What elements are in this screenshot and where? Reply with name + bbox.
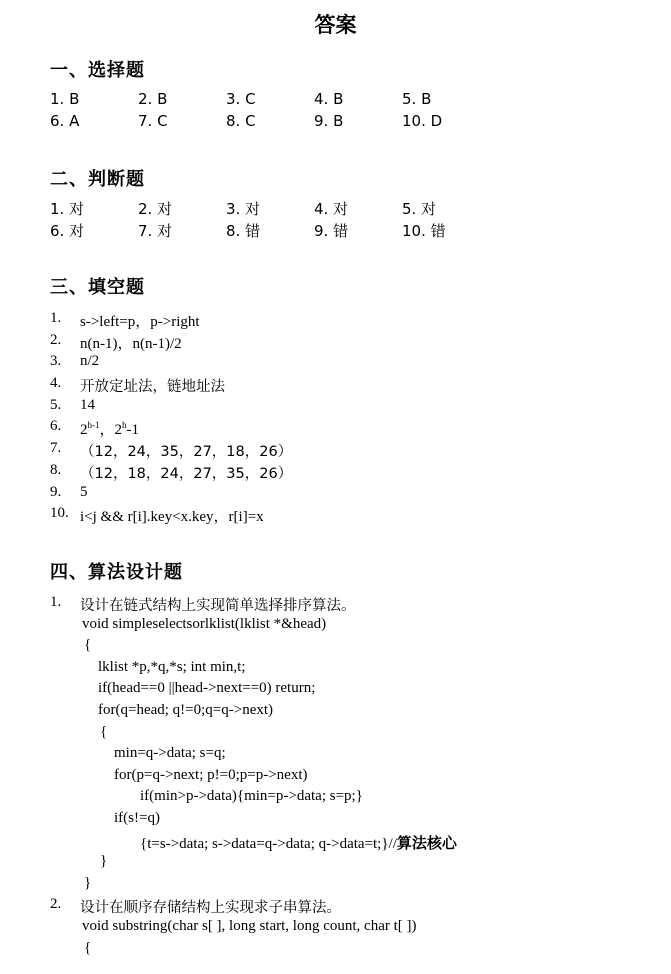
item-text-part: 2 [114, 422, 123, 439]
code-text-part: {t=s->data; s->data=q->data; q->data=t;}// [140, 835, 397, 852]
answer-cell: 10. D [402, 112, 443, 130]
answer-cell: 3. C [226, 90, 256, 108]
answer-cell: 9. 错 [314, 222, 349, 240]
section-heading-judge: 二、判断题 [50, 169, 145, 190]
item-text: n(n-1)，n(n-1)/2 [80, 335, 182, 352]
superscript: h [122, 420, 127, 431]
code-text: for(p=q->next; p!=0;p=p->next) [114, 766, 308, 783]
item-text: n/2 [80, 353, 100, 370]
section-heading-fill: 三、填空题 [50, 277, 145, 298]
question-text: 设计在链式结构上实现简单选择排序算法。 [80, 598, 356, 614]
answer-cell: 6. A [50, 112, 80, 130]
code-text: } [100, 853, 108, 870]
code-text: { [84, 637, 92, 654]
item-text: （12，18，24，27，35，26） [80, 465, 293, 482]
item-text: 开放定址法，链地址法 [80, 379, 225, 396]
item-number: 2. [50, 896, 62, 913]
answer-cell: 1. 对 [50, 200, 85, 218]
answer-cell: 7. C [138, 112, 168, 130]
answer-cell: 4. B [314, 90, 344, 108]
answer-cell: 2. B [138, 90, 168, 108]
item-text-part: 2 [80, 422, 88, 439]
item-number: 1. [50, 594, 62, 610]
item-number: 10. [50, 505, 69, 522]
item-number: 3. [50, 353, 62, 370]
item-text: 14 [80, 396, 95, 413]
item-number: 1. [50, 310, 62, 326]
comment-bold-text: 算法核心 [396, 833, 457, 852]
code-text: for(q=head; q!=0;q=q->next) [98, 701, 274, 718]
answer-cell: 10. 错 [402, 222, 446, 240]
item-text-part: -1 [126, 422, 140, 439]
answer-cell: 5. 对 [402, 200, 437, 218]
code-text: void substring(char s[ ], long start, long count, char t[ ]) [82, 917, 417, 934]
item-number: 5. [50, 396, 62, 413]
code-text: lklist *p,*q,*s; int min,t; [98, 658, 246, 675]
item-number: 7. [50, 440, 62, 457]
item-number: 4. [50, 375, 62, 392]
item-number: 8. [50, 461, 62, 478]
section-heading-choice: 一、选择题 [50, 60, 145, 81]
item-text [80, 418, 139, 439]
code-text: if(head==0 ||head->next==0) return; [98, 680, 316, 697]
answer-cell: 9. B [314, 112, 344, 130]
code-text: if(min>p->data){min=p->data; s=p;} [140, 788, 363, 805]
code-text [140, 832, 457, 853]
answer-cell: 3. 对 [226, 200, 261, 218]
code-text: min=q->data; s=q; [114, 745, 226, 762]
answer-cell: 2. 对 [138, 200, 173, 218]
code-text: { [100, 723, 108, 740]
item-number: 6. [50, 418, 62, 435]
answer-cell: 1. B [50, 90, 80, 108]
code-text: void simpleselectsorlklist(lklist *&head) [82, 615, 327, 632]
code-text: if(s!=q) [114, 809, 160, 826]
item-text: i<j && r[i].key<x.key，r[i]=x [80, 509, 264, 526]
item-text: s->left=p，p->right [80, 314, 200, 330]
answer-cell: 6. 对 [50, 222, 85, 240]
item-number: 9. [50, 483, 62, 500]
section-heading-algo: 四、算法设计题 [50, 562, 183, 583]
answer-cell: 7. 对 [138, 222, 173, 240]
answer-cell: 8. C [226, 112, 256, 130]
item-number: 2. [50, 331, 62, 348]
item-text: （12，24，35，27，18，26） [80, 444, 293, 461]
page-title: 答案 [314, 13, 357, 37]
answer-cell: 5. B [402, 90, 432, 108]
answer-cell: 8. 错 [226, 222, 261, 240]
answer-cell: 4. 对 [314, 200, 349, 218]
item-text-part: ， [99, 422, 115, 439]
superscript: h-1 [87, 420, 100, 431]
code-text: { [84, 939, 92, 956]
code-text: } [84, 874, 92, 891]
item-text: 5 [80, 483, 88, 500]
question-text: 设计在顺序存储结构上实现求子串算法。 [80, 900, 341, 917]
